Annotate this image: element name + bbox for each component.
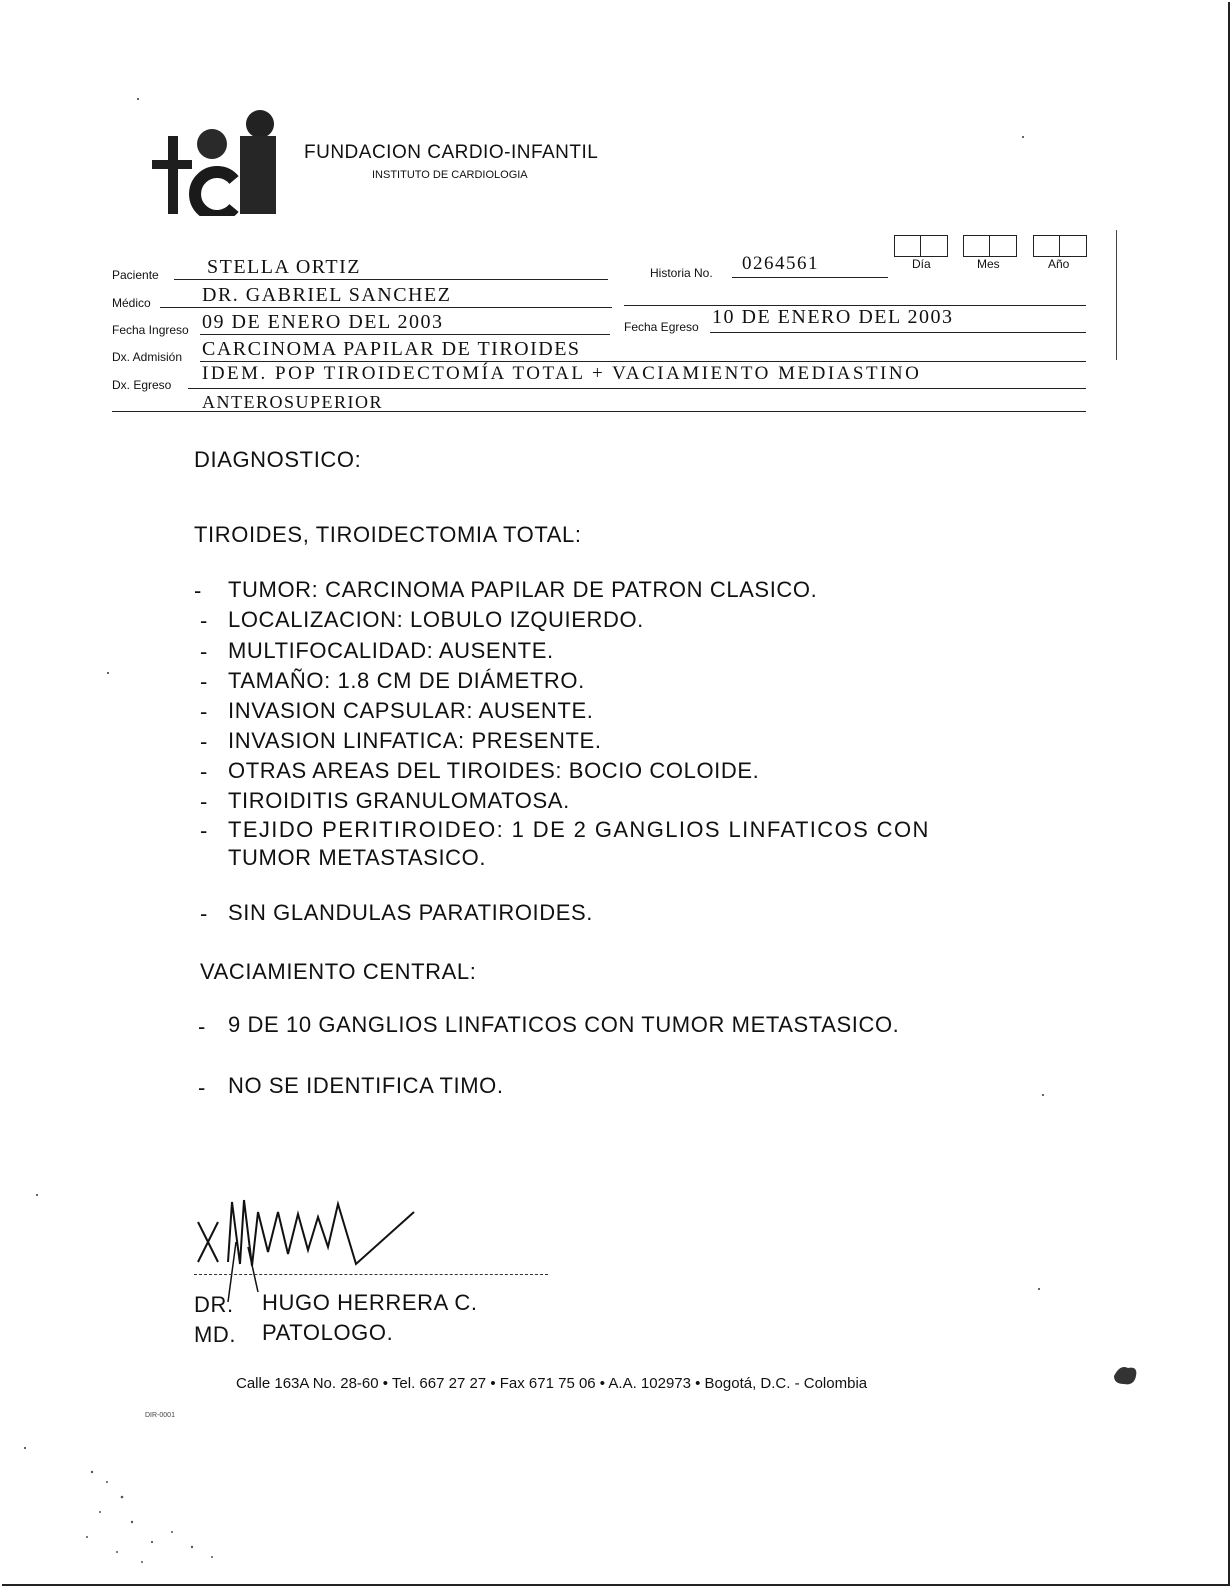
scan-speck	[107, 672, 109, 674]
finding-invasion-linfatica: INVASION LINFATICA: PRESENTE.	[228, 728, 602, 753]
bullet-dash: -	[200, 901, 208, 926]
ano-box-1	[1033, 235, 1061, 257]
medico-rule	[160, 307, 612, 308]
historia-label: Historia No.	[650, 266, 713, 280]
fecha-egreso-value: 10 DE ENERO DEL 2003	[712, 306, 954, 328]
svg-text:fci: fci	[146, 205, 156, 214]
bullet-dash: -	[200, 699, 208, 724]
signer-name: HUGO HERRERA C.	[262, 1290, 478, 1315]
paciente-value: STELLA ORTIZ	[207, 256, 362, 278]
bullet-dash: -	[200, 669, 208, 694]
bullet-dash: -	[200, 789, 208, 814]
fecha-ingreso-value: 09 DE ENERO DEL 2003	[202, 311, 444, 333]
paciente-rule	[174, 279, 608, 280]
diagnostico-heading: DIAGNOSTICO:	[194, 447, 362, 472]
fecha-egreso-rule	[710, 332, 1086, 333]
signer-prefix-dr: DR.	[194, 1292, 234, 1317]
fci-logo	[142, 108, 282, 216]
paciente-label: Paciente	[112, 268, 159, 282]
historia-value: 0264561	[742, 253, 819, 274]
vaciamiento-ganglios: 9 DE 10 GANGLIOS LINFATICOS CON TUMOR METASTASICO.	[228, 1012, 900, 1037]
scan-noise	[72, 1452, 272, 1572]
dx-egreso-rule	[188, 388, 1086, 389]
dx-admision-value: CARCINOMA PAPILAR DE TIROIDES	[202, 338, 581, 360]
scan-speck	[36, 1194, 38, 1196]
form-code: DIR-0001	[145, 1412, 175, 1419]
historia-rule	[732, 277, 888, 278]
bullet-dash: -	[198, 1014, 206, 1039]
dx-egreso-value-2: ANTEROSUPERIOR	[202, 392, 384, 412]
bullet-dash: -	[200, 608, 208, 633]
scan-speck	[1038, 1288, 1040, 1290]
scan-speck	[137, 98, 139, 100]
form-right-border	[1116, 230, 1117, 360]
mes-label: Mes	[977, 257, 1000, 271]
ano-label: Año	[1048, 257, 1070, 271]
signature-line	[194, 1274, 548, 1275]
bullet-dash: -	[194, 578, 202, 603]
finding-tejido-peritiroideo: TEJIDO PERITIROIDEO: 1 DE 2 GANGLIOS LINFATICOS CON	[228, 817, 930, 842]
finding-paratiroides: SIN GLANDULAS PARATIROIDES.	[228, 900, 594, 925]
dx-egreso-value-1: IDEM. POP TIROIDECTOMÍA TOTAL + VACIAMIENTO MEDIASTINO	[202, 363, 922, 384]
dx-admision-rule	[200, 361, 1086, 362]
dx-admision-label: Dx. Admisión	[112, 350, 183, 364]
dia-box-1	[894, 235, 922, 257]
dia-box-2	[920, 235, 948, 257]
org-subtitle: INSTITUTO DE CARDIOLOGIA	[372, 169, 528, 181]
scan-speck	[1022, 136, 1024, 138]
finding-tejido-continued: TUMOR METASTASICO.	[228, 845, 487, 870]
signature-mark	[188, 1192, 428, 1302]
vaciamiento-heading: VACIAMIENTO CENTRAL:	[200, 959, 477, 984]
dx-egreso-label: Dx. Egreso	[112, 378, 172, 392]
finding-otras-areas: OTRAS AREAS DEL TIROIDES: BOCIO COLOIDE.	[228, 758, 760, 783]
ano-box-2	[1059, 235, 1087, 257]
document-page	[2, 2, 1230, 1586]
scan-blot	[1110, 1362, 1140, 1388]
bullet-dash: -	[198, 1075, 206, 1100]
footer-address: Calle 163A No. 28-60 • Tel. 667 27 27 • Fax 671 75 06 • A.A. 102973 • Bogotá, D.C. - Colombia	[236, 1375, 868, 1392]
medico-value: DR. GABRIEL SANCHEZ	[202, 284, 452, 306]
bullet-dash: -	[200, 639, 208, 664]
scan-speck	[24, 1447, 26, 1449]
fecha-egreso-label: Fecha Egreso	[624, 320, 699, 334]
bullet-dash: -	[200, 729, 208, 754]
vaciamiento-timo: NO SE IDENTIFICA TIMO.	[228, 1073, 504, 1098]
finding-tamano: TAMAÑO: 1.8 CM DE DIÁMETRO.	[228, 668, 585, 693]
scan-speck	[1042, 1094, 1044, 1096]
medico-label: Médico	[112, 296, 151, 310]
mes-box-1	[963, 235, 991, 257]
finding-localizacion: LOCALIZACION: LOBULO IZQUIERDO.	[228, 607, 644, 632]
bullet-dash: -	[200, 759, 208, 784]
mes-box-2	[989, 235, 1017, 257]
signer-prefix-md: MD.	[194, 1322, 237, 1347]
signer-title: PATOLOGO.	[262, 1320, 394, 1345]
fecha-ingreso-label: Fecha Ingreso	[112, 323, 189, 337]
fecha-ingreso-rule	[200, 334, 610, 335]
finding-multifocalidad: MULTIFOCALIDAD: AUSENTE.	[228, 638, 554, 663]
finding-tumor: TUMOR: CARCINOMA PAPILAR DE PATRON CLASICO.	[228, 577, 818, 602]
bullet-dash: -	[200, 818, 208, 843]
org-name: FUNDACION CARDIO-INFANTIL	[304, 142, 599, 163]
finding-invasion-capsular: INVASION CAPSULAR: AUSENTE.	[228, 698, 594, 723]
dia-label: Día	[912, 257, 931, 271]
finding-tiroiditis: TIROIDITIS GRANULOMATOSA.	[228, 788, 570, 813]
section-heading: TIROIDES, TIROIDECTOMIA TOTAL:	[194, 522, 582, 547]
